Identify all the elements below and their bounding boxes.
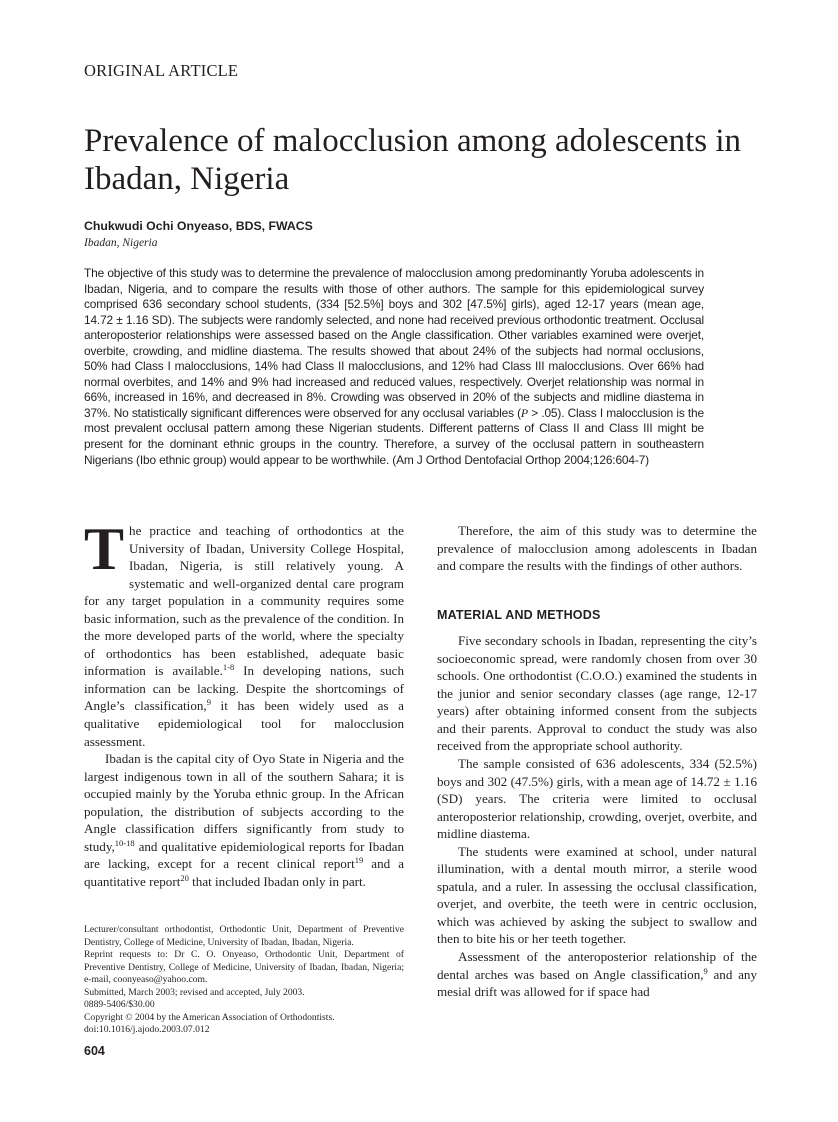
citation: 10-18 <box>114 837 135 848</box>
text: and a quantitative report <box>84 856 405 889</box>
intro-paragraph <box>84 750 404 890</box>
methods-paragraph: The students were examined at school, under natural illumination, with a dental mouth mirror, a sterile wood spatula, and a ruler. In assessing the occlusal classification, overjet, and overbite, the teeth were in centric occlusion, which was achieved by asking the subject to swallow and then to bite his or her teeth together. <box>437 843 757 947</box>
footnote-affiliation: Lecturer/consultant orthodontist, Orthodontic Unit, Department of Preventive Dentistry, College of Medicine, University of Ibadan, Ibadan, Nigeria. <box>84 924 404 948</box>
section-heading-methods: MATERIAL AND METHODS <box>437 607 601 622</box>
section-label: ORIGINAL ARTICLE <box>84 61 239 80</box>
text: and qualitative epidemiological reports for Ibadan are lacking, except for a recent clinical report <box>84 838 404 872</box>
text: that included Ibadan only in part. <box>188 873 366 889</box>
text: Ibadan is the capital city of Oyo State in Nigeria and the largest indigenous town in all of the southern Sahara; it is occupied mainly by the Yoruba ethnic group. In the African population, the distribution of subjects according to the Angle classification differs significantly from study to study, <box>84 751 404 854</box>
methods-paragraph: Five secondary schools in Ibadan, representing the city’s socioeconomic spread, were randomly chosen from over 30 schools. One orthodontist (C.O.O.) examined the students in the junior and senior secondary classes (age range, 12-17 years) after obtaining informed consent from the subjects and their parents. Approval to conduct the study was also received from the appropriate school authority. <box>437 633 757 754</box>
methods-paragraph <box>437 948 757 1001</box>
text: it has been widely used as a qualitative epidemiological tool for malocclusion assessment. <box>84 698 404 749</box>
intro-paragraph: Therefore, the aim of this study was to determine the prevalence of malocclusion among adolescents in Ibadan and compare the results with the findings of other authors. <box>437 523 757 574</box>
footnotes <box>84 924 404 1037</box>
left-column <box>84 516 405 890</box>
text: he practice and teaching of orthodontics at the University of Ibadan, University College Hospital, Ibadan, Nigeria, is still relatively young. A systematic and well-organized dental care program for any target population in a community requires some basic information, such as the prevalence of the condition. In the more developed parts of the world, where the specialty of orthodontics has been established, adequate basic information is available. <box>84 523 404 679</box>
abstract-p-symbol: P <box>520 405 529 420</box>
citation: 1-8 <box>222 662 235 673</box>
methods-paragraph: The sample consisted of 636 adolescents, 334 (52.5%) boys and 302 (47.5%) girls, with a mean age of 14.72 ± 1.16 (SD) years. The criteria were limited to occlusal anteroposterior relationship, crowding, overjet, overbite, and midline diastema. <box>437 756 757 842</box>
text: In developing nations, such information can be lacking. Despite the shortcomings of Angle’s classification, <box>84 663 404 714</box>
footnote-copyright: Copyright © 2004 by the American Association of Orthodontists. <box>84 1011 335 1023</box>
citation: 9 <box>206 697 211 708</box>
author-affiliation: Ibadan, Nigeria <box>84 237 158 249</box>
footnote-issn: 0889-5406/$30.00 <box>84 999 155 1010</box>
text: Assessment of the anteroposterior relationship of the dental arches was based on Angle classification, <box>437 949 757 982</box>
intro-paragraph <box>84 516 404 750</box>
drop-cap: T <box>84 516 125 582</box>
article-title: Prevalence of malocclusion among adolescents in Ibadan, Nigeria <box>84 123 742 197</box>
abstract <box>84 266 704 468</box>
abstract-text: > .05). Class I malocclusion is the most prevalent occlusal pattern among these Nigerian students. Different patterns of Class II and Class III might be present for the dominant ethnic groups in the country. Therefore, a survey of the occlusal pattern in southeastern Nigerians (Ibo ethnic group) would appear to be worthwhile. (Am J Orthod Dentofacial Orthop 2004;126:604-7) <box>84 405 704 467</box>
footnote-reprint: Reprint requests to: Dr C. O. Onyeaso, Orthodontic Unit, Department of Preventive Dentistry, College of Medicine, University of Ibadan, Ibadan, Nigeria; e-mail, coonyeaso@yahoo.com. <box>84 949 404 985</box>
citation: 19 <box>354 855 364 866</box>
right-column <box>437 522 757 1001</box>
abstract-text: The objective of this study was to determine the prevalence of malocclusion among predominantly Yoruba adolescents in Ibadan, Nigeria, and to compare the results with those of other authors. The sample for this epidemiological survey comprised 636 secondary school students, (334 [52.5%] boys and 302 [47.5%] girls), aged 12-17 years (mean age, 14.72 ± 1.16 SD). The subjects were randomly selected, and none had received previous orthodontic treatment. Occlusal anteroposterior relationships were assessed based on the Angle classification. Other variables examined were overjet, overbite, crowding, and midline diastema. The results showed that about 24% of the subjects had normal occlusions, 50% had Class I malocclusions, 14% had Class II malocclusions, and 12% had Class III malocclusions. Over 66% had normal overbites, and 14% and 9% had increased and reduced values, respectively. Overjet relationship was normal in 66%, increased in 16%, and decreased in 8%. Crowding was observed in 20% of the subjects and midline diastema in 37%. No statistically significant differences were observed for any occlusal variables ( <box>84 266 704 420</box>
author-name: Chukwudi Ochi Onyeaso, BDS, FWACS <box>84 219 313 233</box>
citation: 9 <box>703 965 708 976</box>
footnote-submitted: Submitted, March 2003; revised and accepted, July 2003. <box>84 986 305 998</box>
citation: 20 <box>180 872 189 883</box>
page-number: 604 <box>84 1044 105 1058</box>
footnote-doi: doi:10.1016/j.ajodo.2003.07.012 <box>84 1024 210 1035</box>
text: and any mesial drift was allowed for if space had <box>437 966 757 1000</box>
